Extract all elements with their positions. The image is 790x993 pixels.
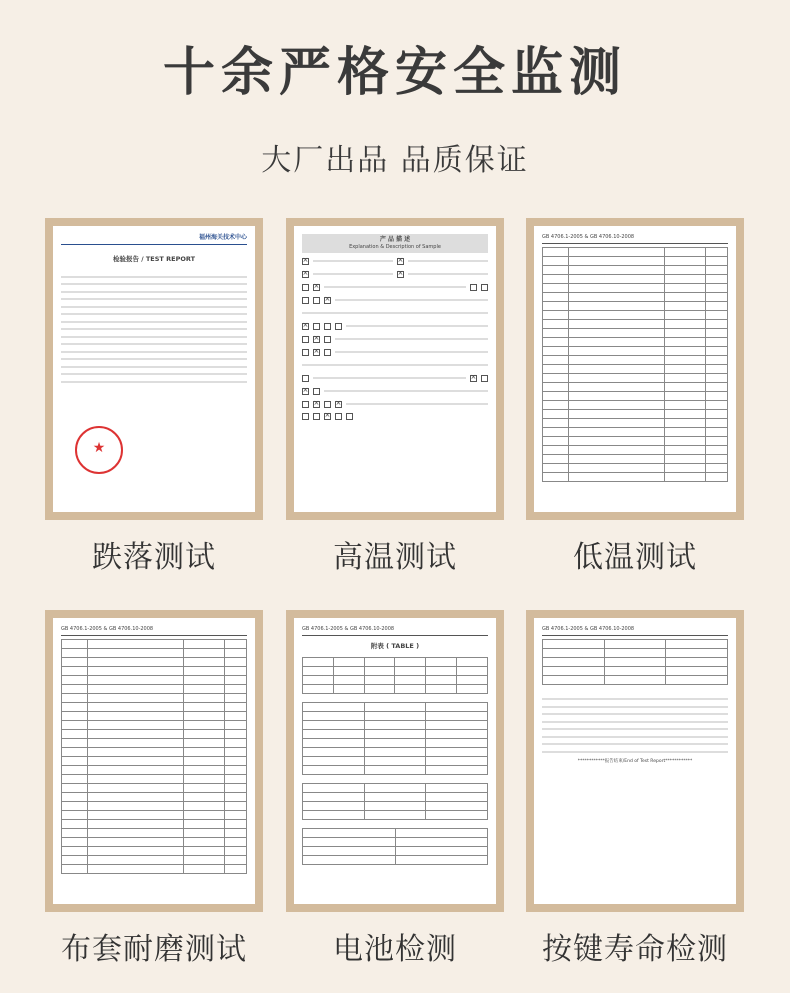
standard-ref: GB 4706.1-2005 & GB 4706.10-2008 [302, 626, 488, 636]
test-label-abrasion: 布套耐磨测试 [61, 932, 247, 967]
report-card-low-temp [526, 218, 744, 520]
report-table [302, 783, 488, 820]
report-table [302, 828, 488, 865]
report-table [302, 702, 488, 775]
table-heading: 附表 ( TABLE ) [370, 641, 420, 650]
report-card-drop [45, 218, 263, 520]
test-label-drop: 跌落测试 [92, 540, 216, 575]
report-document [534, 618, 736, 904]
report-document [294, 226, 496, 512]
report-card-high-temp [286, 218, 504, 520]
report-card-abrasion [45, 610, 263, 912]
report-document [534, 226, 736, 512]
page-subtitle: 大厂出品 品质保证 [261, 143, 529, 178]
standard-ref: GB 4706.1-2005 & GB 4706.10-2008 [542, 626, 728, 636]
report-org: 福州海关技术中心 [61, 234, 247, 245]
report-document [294, 618, 496, 904]
page-title: 十余严格安全监测 [162, 43, 627, 103]
report-end: ************报告结束/End of Test Report************ [577, 758, 693, 764]
report-table [302, 657, 488, 694]
standard-ref: GB 4706.1-2005 & GB 4706.10-2008 [542, 234, 728, 244]
report-card-button-life [526, 610, 744, 912]
test-label-high-temp: 高温测试 [333, 540, 457, 575]
report-document [53, 226, 255, 512]
report-heading: 检验报告 / TEST REPORT [112, 255, 196, 264]
report-heading: 产 品 描 述 Explanation & Description of Sample [302, 234, 488, 253]
official-seal-icon: ★ [75, 426, 123, 474]
test-label-low-temp: 低温测试 [573, 540, 697, 575]
standard-ref: GB 4706.1-2005 & GB 4706.10-2008 [61, 626, 247, 636]
test-label-button-life: 按键寿命检测 [542, 932, 728, 967]
report-card-battery [286, 610, 504, 912]
report-document [53, 618, 255, 904]
report-table [542, 639, 728, 685]
test-label-battery: 电池检测 [333, 932, 457, 967]
report-table [61, 639, 247, 874]
report-table [542, 247, 728, 482]
